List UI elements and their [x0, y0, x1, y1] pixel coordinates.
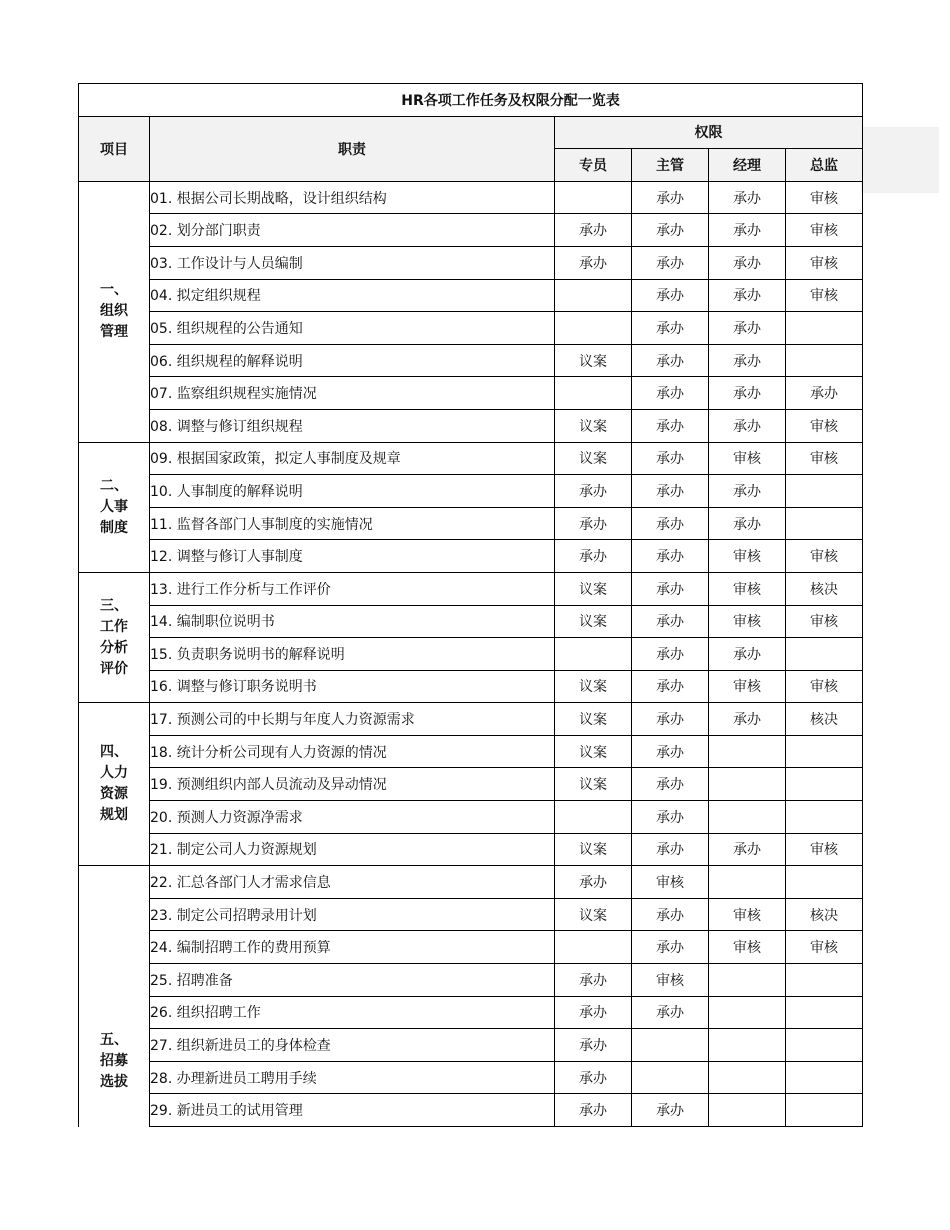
permission-cell	[709, 1094, 786, 1127]
table-row	[79, 442, 863, 475]
permission-cell	[555, 931, 632, 964]
category-label-line: 人事	[100, 498, 128, 515]
permission-cell	[709, 768, 786, 801]
category-label-line: 工作	[100, 618, 128, 635]
permission-cell: 承办	[709, 638, 786, 671]
permission-cell: 议案	[555, 344, 632, 377]
permission-cell: 审核	[709, 605, 786, 638]
category-cell	[79, 181, 150, 442]
permission-cell: 议案	[555, 735, 632, 768]
duty-cell: 26. 组织招聘工作	[150, 996, 555, 1029]
table-row	[79, 670, 863, 703]
permission-cell: 承办	[632, 996, 709, 1029]
permission-cell: 审核	[632, 964, 709, 997]
permission-cell: 承办	[632, 638, 709, 671]
permission-cell: 承办	[709, 409, 786, 442]
permission-cell: 审核	[786, 279, 863, 312]
permission-cell: 承办	[632, 442, 709, 475]
permission-cell	[786, 507, 863, 540]
permission-cell: 承办	[632, 801, 709, 834]
permission-cell: 承办	[709, 181, 786, 214]
permission-cell: 承办	[632, 279, 709, 312]
duty-cell: 08. 调整与修订组织规程	[150, 409, 555, 442]
permission-cell: 议案	[555, 605, 632, 638]
permission-cell: 承办	[555, 964, 632, 997]
table-row	[79, 377, 863, 410]
table-row	[79, 572, 863, 605]
category-cell	[79, 442, 150, 572]
table-row	[79, 735, 863, 768]
permission-cell	[786, 964, 863, 997]
permission-cell	[555, 801, 632, 834]
duty-cell: 28. 办理新进员工聘用手续	[150, 1061, 555, 1094]
permission-cell: 审核	[709, 540, 786, 573]
duty-cell: 06. 组织规程的解释说明	[150, 344, 555, 377]
permission-cell: 承办	[555, 996, 632, 1029]
table-row	[79, 409, 863, 442]
permission-cell: 议案	[555, 768, 632, 801]
duty-cell: 14. 编制职位说明书	[150, 605, 555, 638]
permission-cell: 承办	[632, 605, 709, 638]
permission-cell: 承办	[555, 1061, 632, 1094]
header-authority: 权限	[555, 116, 863, 149]
permission-cell: 审核	[786, 931, 863, 964]
duty-cell: 22. 汇总各部门人才需求信息	[150, 866, 555, 899]
duty-cell: 07. 监察组织规程实施情况	[150, 377, 555, 410]
table-row	[79, 344, 863, 377]
table-row	[79, 996, 863, 1029]
table-row	[79, 605, 863, 638]
header-duty: 职责	[150, 116, 555, 181]
permission-cell	[632, 1029, 709, 1062]
category-label-line: 规划	[100, 807, 128, 824]
permission-cell: 承办	[632, 670, 709, 703]
permission-cell: 承办	[555, 1029, 632, 1062]
duty-cell: 03. 工作设计与人员编制	[150, 246, 555, 279]
table-row	[79, 1029, 863, 1062]
table-row	[79, 964, 863, 997]
permission-cell	[709, 996, 786, 1029]
permission-cell	[709, 1029, 786, 1062]
category-label-line: 评价	[100, 660, 128, 677]
permission-cell: 审核	[786, 670, 863, 703]
permission-cell: 承办	[555, 214, 632, 247]
permission-cell: 承办	[632, 214, 709, 247]
permission-cell: 议案	[555, 703, 632, 736]
permission-cell: 承办	[632, 833, 709, 866]
duty-cell: 13. 进行工作分析与工作评价	[150, 572, 555, 605]
duty-cell: 05. 组织规程的公告通知	[150, 312, 555, 345]
permission-cell: 承办	[632, 507, 709, 540]
permission-cell	[786, 801, 863, 834]
duty-cell: 25. 招聘准备	[150, 964, 555, 997]
permission-cell: 审核	[709, 931, 786, 964]
permission-cell	[555, 279, 632, 312]
permission-cell: 承办	[632, 540, 709, 573]
permission-cell: 承办	[555, 866, 632, 899]
permission-cell: 议案	[555, 670, 632, 703]
duty-cell: 04. 拟定组织规程	[150, 279, 555, 312]
permission-cell: 审核	[709, 572, 786, 605]
duty-cell: 15. 负责职务说明书的解释说明	[150, 638, 555, 671]
permission-cell: 承办	[632, 246, 709, 279]
header-extension-shade	[861, 127, 939, 193]
permission-cell: 核决	[786, 898, 863, 931]
permission-cell: 承办	[555, 1094, 632, 1127]
category-label-line: 三、	[100, 597, 128, 614]
table-title-cell	[79, 84, 863, 117]
permission-cell: 承办	[632, 409, 709, 442]
permission-cell	[786, 996, 863, 1029]
permission-cell	[786, 866, 863, 899]
permission-cell: 议案	[555, 833, 632, 866]
permission-cell: 议案	[555, 898, 632, 931]
duty-cell: 16. 调整与修订职务说明书	[150, 670, 555, 703]
table-row	[79, 768, 863, 801]
permission-cell	[786, 735, 863, 768]
permission-cell: 审核	[709, 898, 786, 931]
permission-cell	[786, 768, 863, 801]
permission-cell: 承办	[709, 377, 786, 410]
table-row	[79, 475, 863, 508]
table-row	[79, 898, 863, 931]
category-label-line: 二、	[100, 477, 128, 494]
duty-cell: 09. 根据国家政策，拟定人事制度及规章	[150, 442, 555, 475]
permission-cell: 审核	[786, 605, 863, 638]
permission-cell	[786, 1061, 863, 1094]
category-label-line: 分析	[100, 639, 128, 656]
permission-cell: 承办	[709, 833, 786, 866]
category-label-line: 组织	[100, 303, 128, 320]
permission-cell	[709, 964, 786, 997]
permission-cell: 承办	[632, 475, 709, 508]
permission-cell: 承办	[632, 735, 709, 768]
duty-cell: 21. 制定公司人力资源规划	[150, 833, 555, 866]
header-role-manager: 经理	[709, 149, 786, 182]
permission-cell: 承办	[709, 475, 786, 508]
permission-cell: 承办	[632, 344, 709, 377]
table-row	[79, 1061, 863, 1094]
category-label-line: 四、	[100, 744, 128, 761]
permission-table	[78, 83, 863, 1127]
permission-cell: 承办	[632, 312, 709, 345]
table-row	[79, 833, 863, 866]
permission-cell: 审核	[632, 866, 709, 899]
permission-cell: 核决	[786, 572, 863, 605]
category-cell	[79, 866, 150, 1127]
permission-cell: 议案	[555, 442, 632, 475]
duty-cell: 18. 统计分析公司现有人力资源的情况	[150, 735, 555, 768]
duty-cell: 19. 预测组织内部人员流动及异动情况	[150, 768, 555, 801]
table-row	[79, 866, 863, 899]
permission-cell: 承办	[786, 377, 863, 410]
category-label-line: 制度	[100, 519, 128, 536]
category-label-line: 选拔	[100, 1073, 128, 1090]
duty-cell: 29. 新进员工的试用管理	[150, 1094, 555, 1127]
permission-cell: 承办	[632, 572, 709, 605]
table-row	[79, 279, 863, 312]
table-row	[79, 801, 863, 834]
permission-cell: 审核	[786, 442, 863, 475]
category-label-line: 资源	[100, 786, 128, 803]
permission-cell: 审核	[786, 214, 863, 247]
permission-cell: 审核	[786, 181, 863, 214]
permission-cell: 审核	[786, 540, 863, 573]
table-row	[79, 507, 863, 540]
permission-cell: 承办	[555, 540, 632, 573]
permission-cell	[555, 377, 632, 410]
table-row	[79, 214, 863, 247]
permission-cell: 承办	[709, 214, 786, 247]
permission-cell	[786, 312, 863, 345]
permission-cell: 承办	[709, 507, 786, 540]
permission-cell	[709, 866, 786, 899]
table-row	[79, 638, 863, 671]
permission-cell	[786, 344, 863, 377]
duty-cell: 12. 调整与修订人事制度	[150, 540, 555, 573]
permission-cell: 审核	[786, 409, 863, 442]
permission-cell: 承办	[555, 475, 632, 508]
permission-cell	[709, 735, 786, 768]
permission-cell	[709, 801, 786, 834]
permission-cell	[555, 638, 632, 671]
duty-cell: 10. 人事制度的解释说明	[150, 475, 555, 508]
category-cell	[79, 572, 150, 702]
permission-cell	[786, 638, 863, 671]
permission-cell: 承办	[632, 1094, 709, 1127]
permission-cell: 承办	[709, 703, 786, 736]
table-row	[79, 181, 863, 214]
duty-cell: 27. 组织新进员工的身体检查	[150, 1029, 555, 1062]
duty-cell: 17. 预测公司的中长期与年度人力资源需求	[150, 703, 555, 736]
table-row	[79, 312, 863, 345]
duty-cell: 01. 根据公司长期战略，设计组织结构	[150, 181, 555, 214]
permission-cell: 议案	[555, 409, 632, 442]
duty-cell: 02. 划分部门职责	[150, 214, 555, 247]
category-cell	[79, 703, 150, 866]
permission-cell: 承办	[555, 246, 632, 279]
permission-cell	[709, 1061, 786, 1094]
permission-cell: 审核	[709, 442, 786, 475]
permission-cell: 承办	[632, 703, 709, 736]
permission-cell	[555, 312, 632, 345]
category-label-line: 人力	[100, 765, 128, 782]
permission-cell: 议案	[555, 572, 632, 605]
table-row	[79, 540, 863, 573]
permission-cell: 承办	[632, 181, 709, 214]
permission-cell: 承办	[709, 279, 786, 312]
permission-cell	[786, 1029, 863, 1062]
permission-cell	[555, 181, 632, 214]
table-row	[79, 703, 863, 736]
duty-cell: 11. 监督各部门人事制度的实施情况	[150, 507, 555, 540]
table-row	[79, 246, 863, 279]
permission-cell: 承办	[632, 768, 709, 801]
permission-cell: 承办	[709, 344, 786, 377]
category-label-line: 招募	[100, 1052, 128, 1069]
duty-cell: 23. 制定公司招聘录用计划	[150, 898, 555, 931]
category-label-line: 管理	[100, 324, 128, 341]
permission-cell: 承办	[632, 377, 709, 410]
permission-cell: 承办	[555, 507, 632, 540]
table-title: HR各项工作任务及权限分配一览表	[401, 92, 620, 109]
permission-cell: 承办	[632, 931, 709, 964]
category-label-line: 一、	[100, 282, 128, 299]
permission-cell: 核决	[786, 703, 863, 736]
duty-cell: 20. 预测人力资源净需求	[150, 801, 555, 834]
permission-cell	[786, 475, 863, 508]
permission-cell	[786, 1094, 863, 1127]
permission-cell: 审核	[709, 670, 786, 703]
duty-cell: 24. 编制招聘工作的费用预算	[150, 931, 555, 964]
permission-cell: 承办	[709, 246, 786, 279]
category-label-line: 五、	[100, 1031, 128, 1048]
header-role-specialist: 专员	[555, 149, 632, 182]
permission-cell: 承办	[632, 898, 709, 931]
header-role-supervisor: 主管	[632, 149, 709, 182]
permission-cell	[632, 1061, 709, 1094]
permission-cell: 承办	[709, 312, 786, 345]
table-row	[79, 931, 863, 964]
permission-cell: 审核	[786, 246, 863, 279]
header-role-director: 总监	[786, 149, 863, 182]
header-item: 项目	[79, 116, 150, 181]
permission-cell: 审核	[786, 833, 863, 866]
table-row	[79, 1094, 863, 1127]
